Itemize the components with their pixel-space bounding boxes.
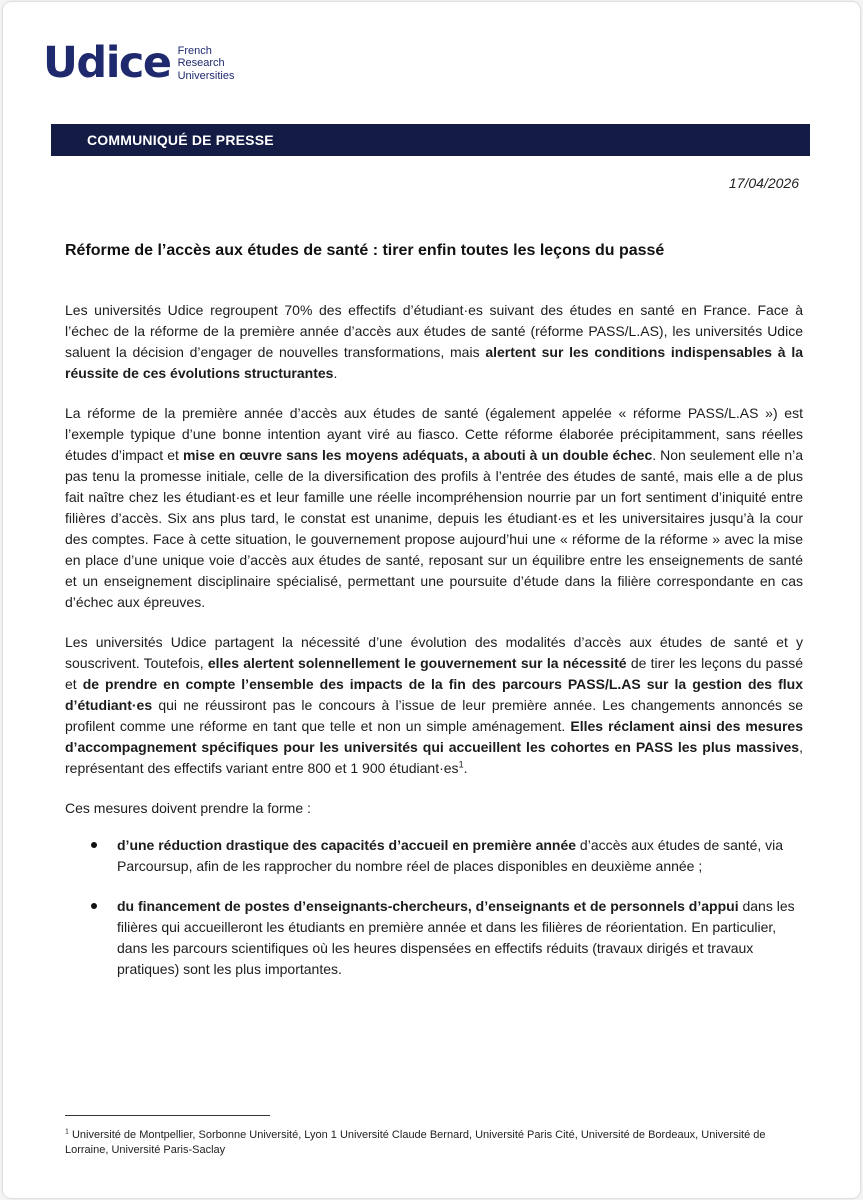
press-release-banner — [51, 124, 810, 156]
logo-tagline — [178, 45, 235, 83]
p3-text-1: Les universités Udice partagent la nécessité d’une évolution des modalités d’accès aux études de santé et y souscrivent. Toutefois, — [65, 634, 803, 671]
measures-intro: Ces mesures doivent prendre la forme : — [65, 800, 311, 816]
document-title: Réforme de l’accès aux études de santé : tirer enfin toutes les leçons du passé — [65, 242, 665, 259]
p1-text-2: . — [333, 365, 338, 381]
release-date: 17/04/2026 — [728, 175, 799, 191]
p2-text-2: . Non seulement elle n’a pas tenu la promesse initiale, celle de la diversification des profils à l’entrée des études de santé, mais elle a de plus fait naître chez les étudiant·es et leur famille une réelle incompréhension nourrie par un fort sentiment d’iniquité entre filières d’accès. Six ans plus tard, le constat est unanime, depuis les étudiant·es et les universitaires jusqu’à la cour des comptes. Face à cette situation, le gouvernement propose aujourd’hui une « réforme de la réforme » avec la mise en place d’une unique voie d’accès aux études de santé, reposant sur un équilibre entre les enseignements de santé et un enseignement disciplinaire spécialisé, permettant une poursuite d’étude dans la filière correspondante en cas d’échec aux épreuves. — [65, 447, 803, 610]
bullet-2-text: dans les filières qui accueilleront les étudiants en première année et dans les filières de réorientation. En particulier, dans les parcours scientifiques où les heures dispensées en effectifs réduits (travaux dirigés et travaux pratiques) sont les plus importantes. — [117, 898, 795, 977]
logo-wordmark: Udice — [43, 38, 171, 88]
p3-text-5: . — [463, 760, 468, 776]
paragraph-3 — [65, 632, 803, 779]
p3-bold-1: elles alertent solennellement le gouvernement sur la nécessité — [207, 655, 627, 671]
banner-label: COMMUNIQUÉ DE PRESSE — [87, 132, 274, 148]
bullet-dot-icon — [91, 842, 97, 848]
footnote-divider — [65, 1115, 270, 1116]
bullet-1-bold: d’une réduction drastique des capacités d’accueil en première année — [117, 837, 577, 853]
document-body — [65, 300, 803, 999]
logo-tagline-line-3: Universities — [177, 69, 235, 82]
p3-text-4: , représentant des effectifs variant entre 800 et 1 900 étudiant·es — [65, 739, 803, 776]
footnote-reference: 1 — [458, 759, 464, 770]
p1-text-1: Les universités Udice regroupent 70% des effectifs d’étudiant·es suivant des études en santé en France. Face à l’échec de la réforme de la première année d’accès aux études de santé (réforme PASS/L.AS), les universités Udice saluent la décision d’engager de nouvelles transformations, mais — [65, 302, 803, 360]
paragraph-2 — [65, 403, 803, 613]
list-item — [65, 835, 803, 877]
paragraph-1 — [65, 300, 803, 384]
footnote-mark: 1 — [65, 1128, 69, 1136]
p2-text-1: La réforme de la première année d’accès aux études de santé (également appelée « réforme PASS/L.AS ») est l’exemple typique d’une bonne intention ayant viré au fiasco. Cette réforme élaborée précipitamment, sans réelles études d’impact et — [65, 405, 803, 463]
measures-list — [65, 835, 803, 980]
footnote — [65, 1128, 785, 1158]
p3-text-3: qui ne réussiront pas le concours à l’issue de leur première année. Les changements annoncés se profilent comme une réforme en tant que telle et non un simple aménagement. — [65, 697, 803, 734]
logo-tagline-line-2: Research — [177, 57, 225, 70]
footnote-text: Université de Montpellier, Sorbonne Université, Lyon 1 Université Claude Bernard, Université Paris Cité, Université de Bordeaux, Université de Lorraine, Université Paris-Saclay — [65, 1129, 766, 1156]
p1-bold-1: alertent sur les conditions indispensables à la réussite de ces évolutions structurantes — [65, 344, 803, 381]
p3-bold-2: de prendre en compte l’ensemble des impacts de la fin des parcours PASS/L.AS sur la gestion des flux d’étudiant·es — [65, 676, 803, 713]
bullet-1-text: d’accès aux études de santé, via Parcoursup, afin de les rapprocher du nombre réel de places disponibles en deuxième année ; — [117, 837, 784, 874]
udice-logo — [43, 38, 235, 88]
document-page — [3, 2, 860, 1198]
list-item — [65, 896, 803, 980]
bullet-2-bold: du financement de postes d’enseignants-chercheurs, d’enseignants et de personnels d’appui — [117, 898, 739, 914]
bullet-dot-icon — [91, 903, 97, 909]
p3-bold-3: Elles réclament ainsi des mesures d’accompagnement spécifiques pour les universités qui accueillent les cohortes en PASS les plus massives — [65, 718, 804, 755]
p2-bold-1: mise en œuvre sans les moyens adéquats, a abouti à un double échec — [182, 447, 653, 463]
p3-text-2: de tirer les leçons du passé et — [65, 655, 803, 692]
logo-tagline-line-1: French — [177, 44, 212, 57]
